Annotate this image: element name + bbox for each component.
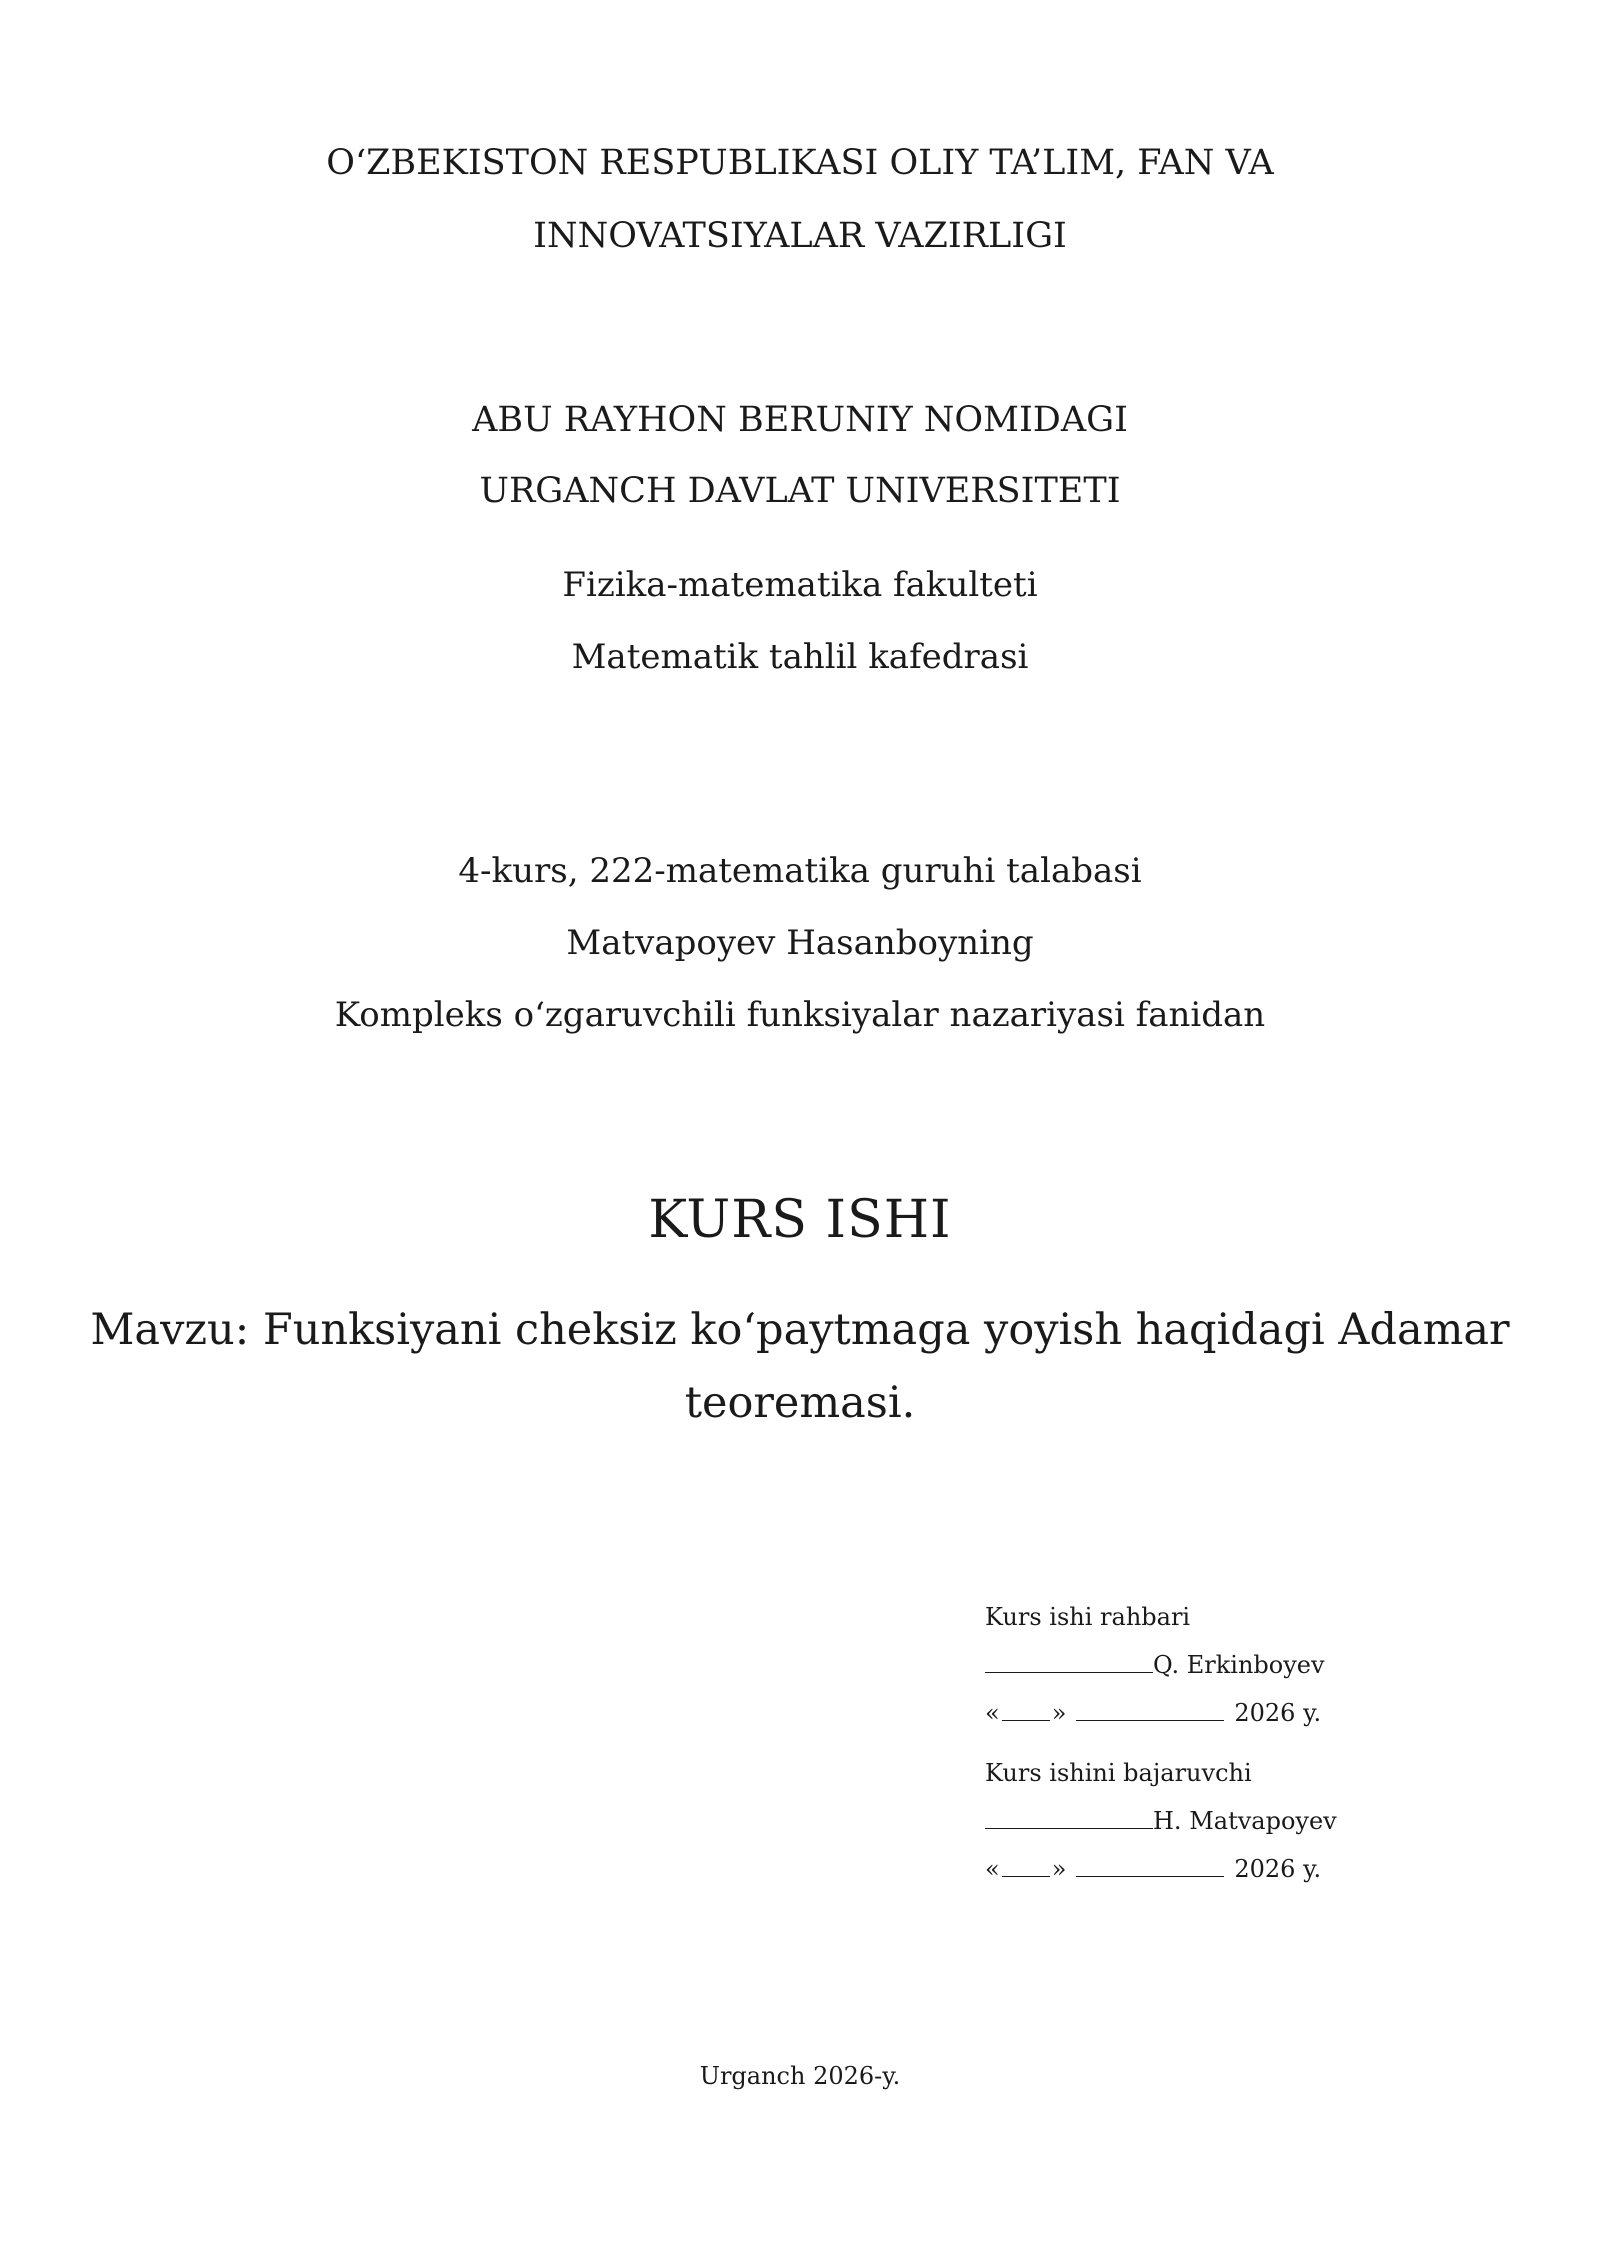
executor-label: Kurs ishini bajaruvchi [985, 1759, 1252, 1787]
faculty-name: Fizika-matematika fakulteti [562, 565, 1038, 605]
ministry-line-1: O‘ZBEKISTON RESPUBLIKASI OLIY TA’LIM, FAN VA [326, 143, 1274, 183]
executor-date-row [985, 1852, 1321, 1886]
student-group: 4-kurs, 222-matematika guruhi talabasi [458, 851, 1142, 891]
quote-open: « [985, 1855, 1000, 1883]
supervisor-year: 2026 y. [1234, 1699, 1322, 1727]
ministry-line-2: INNOVATSIYALAR VAZIRLIGI [533, 216, 1067, 256]
topic-line-2: teoremasi. [684, 1378, 916, 1428]
quote-close: » [1051, 1855, 1067, 1883]
city-year: Urganch 2026-y. [699, 2062, 901, 2090]
supervisor-signature-row [985, 1648, 1325, 1682]
executor-year: 2026 y. [1234, 1855, 1322, 1883]
supervisor-label: Kurs ishi rahbari [985, 1603, 1191, 1631]
month-blank [1076, 1696, 1224, 1721]
executor-signature-row [985, 1804, 1337, 1838]
signature-blank [985, 1648, 1153, 1673]
month-blank [1076, 1852, 1224, 1877]
university-line-2: URGANCH DAVLAT UNIVERSITETI [479, 471, 1121, 511]
day-blank [1002, 1696, 1050, 1721]
quote-close: » [1051, 1699, 1067, 1727]
department-name: Matematik tahlil kafedrasi [571, 637, 1029, 677]
topic-line-1: Mavzu: Funksiyani cheksiz ko‘paytmaga yoyish haqidagi Adamar [90, 1305, 1510, 1355]
signature-blank [985, 1804, 1153, 1829]
student-name: Matvapoyev Hasanboyning [566, 923, 1034, 963]
supervisor-date-row [985, 1696, 1321, 1730]
day-blank [1002, 1852, 1050, 1877]
university-line-1: ABU RAYHON BERUNIY NOMIDAGI [472, 400, 1128, 440]
subject-name: Kompleks o‘zgaruvchili funksiyalar nazariyasi fanidan [334, 995, 1266, 1035]
executor-name: H. Matvapoyev [1153, 1807, 1337, 1835]
supervisor-name: Q. Erkinboyev [1153, 1651, 1325, 1679]
quote-open: « [985, 1699, 1000, 1727]
document-title: KURS ISHI [648, 1190, 952, 1250]
